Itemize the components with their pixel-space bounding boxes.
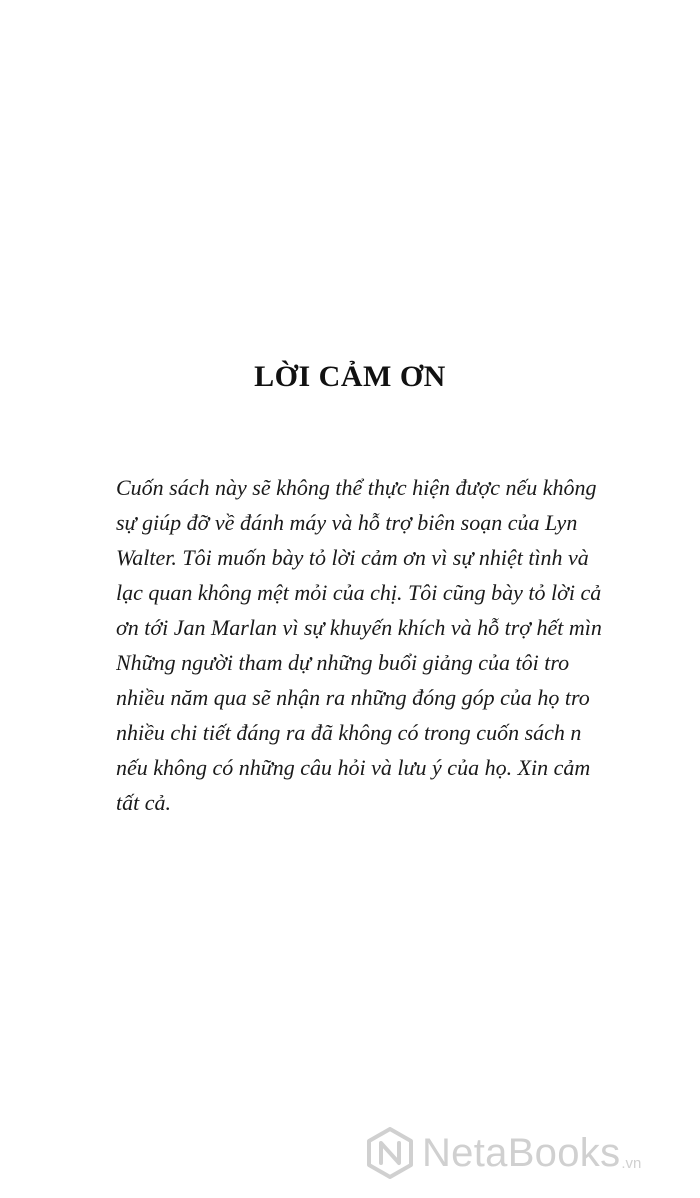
acknowledgement-text	[116, 470, 700, 820]
text-line: lạc quan không mệt mỏi của chị. Tôi cũng bày tỏ lời cả	[116, 580, 602, 605]
text-line: tất cả.	[116, 790, 171, 815]
watermark-brand: NetaBooks	[422, 1131, 621, 1175]
watermark-domain-suffix: .vn	[621, 1155, 642, 1172]
text-line: sự giúp đỡ về đánh máy và hỗ trợ biên soạn của Lyn	[116, 510, 578, 535]
netabooks-logo-icon	[364, 1127, 416, 1179]
text-line: ơn tới Jan Marlan vì sự khuyến khích và hỗ trợ hết mìn	[116, 615, 602, 640]
text-line: nếu không có những câu hỏi và lưu ý của họ. Xin cảm	[116, 755, 591, 780]
text-line: Cuốn sách này sẽ không thể thực hiện được nếu không	[116, 475, 597, 500]
watermark	[364, 1120, 641, 1186]
text-line: nhiều chi tiết đáng ra đã không có trong cuốn sách n	[116, 720, 582, 745]
text-line: Walter. Tôi muốn bày tỏ lời cảm ơn vì sự nhiệt tình và	[116, 545, 589, 570]
text-line: nhiều năm qua sẽ nhận ra những đóng góp của họ tro	[116, 685, 590, 710]
text-line: Những người tham dự những buổi giảng của tôi tro	[116, 650, 570, 675]
page-title: LỜI CẢM ƠN	[254, 360, 446, 393]
